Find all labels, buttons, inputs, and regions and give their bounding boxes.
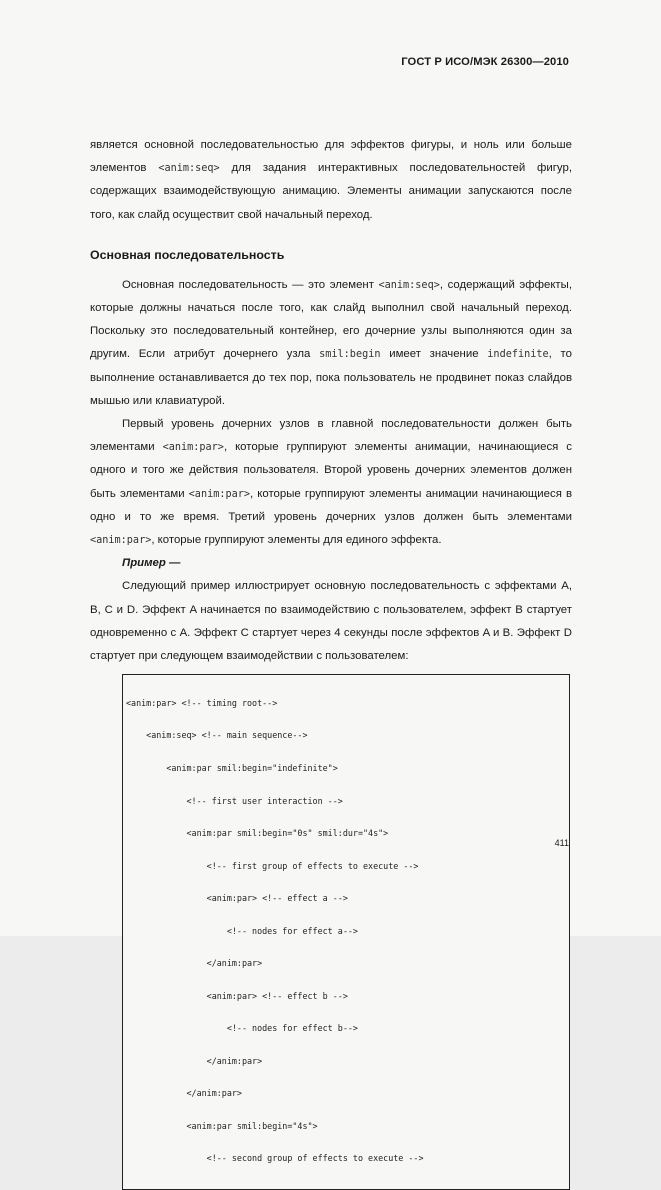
code-line: <!-- second group of effects to execute --> [126,1153,424,1164]
section-heading: Основная последовательность [90,247,285,262]
text-run: имеет значение [380,348,488,361]
paragraph-2 [90,274,572,413]
text-run: Первый уровень дочерних узлов в главной последовательности должен быть элементами [90,418,572,454]
example-label: Пример — [122,557,181,570]
code-inline: <anim:seq> [378,279,440,291]
code-line: <anim:par smil:begin="4s"> [126,1120,318,1131]
text-run: , которые группируют элементы для единого эффекта. [151,534,442,547]
code-line: <anim:par> <!-- effect b --> [126,990,348,1001]
page-number: 411 [554,838,569,848]
code-inline: <anim:par> [188,488,251,500]
text-run: , которые группируют элементы анимации, начинающиеся с одного и того же действия пользователя. Второй уровень дочерних элементов должен быть элементами [90,441,572,500]
code-line: <!-- first group of effects to execute --> [126,860,419,871]
document-header: ГОСТ Р ИСО/МЭК 26300—2010 [401,56,569,68]
text-run: для задания интерактивных последовательностей фигур, содержащих взаимодействующую анимацию. Элементы анимации запускаются после того, как слайд осуществит свой начальный переход. [90,162,572,221]
code-inline: smil:begin [319,349,381,361]
text-run: является основной последовательностью для эффектов фигуры, и ноль или больше элементов [90,139,572,175]
text-run: , содержащий эффекты, которые должны начаться после того, как слайд выполнил свой начальный переход. Поскольку это последовательный контейнер, его дочерние узлы выполняются один за другим. Если атрибут дочернего узла [90,278,572,361]
code-block [122,674,570,1190]
code-inline: <anim:par> [162,442,224,454]
code-line: </anim:par> [126,958,263,969]
page-body [90,134,572,1190]
code-inline: <anim:par> [90,535,152,547]
text-run: , которые группируют элементы анимации начинающиеся в одно и то же время. Третий уровень дочерних узлов должен быть элементами [90,487,572,523]
text-run: Основная последовательность — это элемент [122,278,379,291]
code-line: <anim:par> <!-- timing root--> [126,697,278,708]
text-run: , то выполнение останавливается до тех пор, пока пользователь не продвинет показ слайдов мышью или клавиатурой. [90,348,572,407]
paragraph-4: Следующий пример иллюстрирует основную последовательность с эффектами A, B, C и D. Эффект A начинается по взаимодействию с пользователем, эффект B стартует одновременно с A. Эффект C стартует через 4 секунды после эффектов A и B. Эффект D стартует при следующем взаимодействии с пользователем: [90,580,572,663]
paragraph-1 [90,134,572,227]
code-line: <!-- nodes for effect b--> [126,1023,358,1034]
code-inline: indefinite [487,349,549,361]
code-line: <anim:par> <!-- effect a --> [126,893,348,904]
code-line: <!-- first user interaction --> [126,795,343,806]
paragraph-3 [90,413,572,552]
code-line: <!-- nodes for effect a--> [126,925,358,936]
code-line: <anim:seq> <!-- main sequence--> [126,730,308,741]
code-line: <anim:par smil:begin="0s" smil:dur="4s"> [126,828,389,839]
code-line: </anim:par> [126,1055,263,1066]
code-line: <anim:par smil:begin="indefinite"> [126,763,338,774]
code-line: </anim:par> [126,1088,242,1099]
code-inline: <anim:seq> [158,163,220,175]
